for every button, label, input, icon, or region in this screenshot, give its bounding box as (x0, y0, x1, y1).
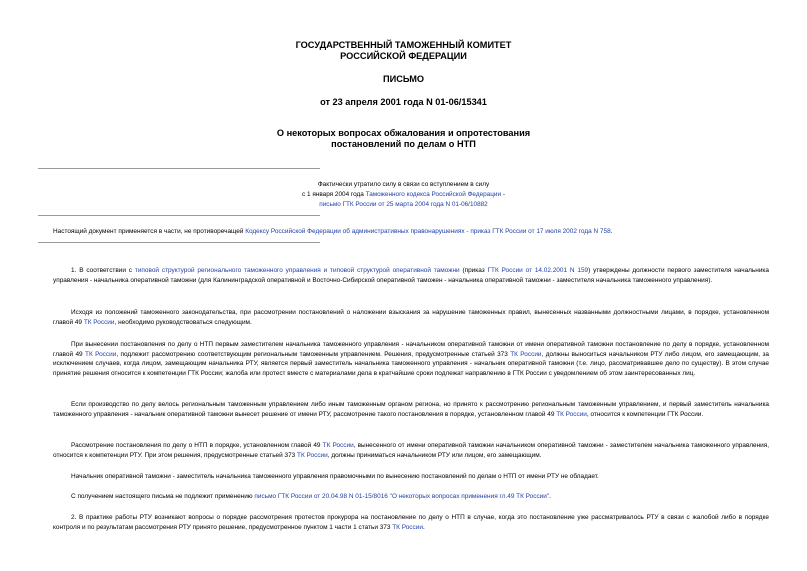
status-note-line2: с 1 января 2004 года Таможенного кодекса Российской Федерации - (302, 191, 505, 198)
letter-1998-link[interactable]: письмо ГТК России от 20.04.98 N 01-15/8016 "О некоторых вопросах применения гл.49 ТК России" (254, 493, 550, 500)
document-title-line2: постановлений по делам о НТП (331, 139, 476, 149)
tk-russia-link[interactable]: ТК России (510, 350, 542, 358)
document-type: ПИСЬМО (382, 74, 425, 84)
tk-russia-link[interactable]: ТК России (556, 410, 587, 418)
paragraph-7: С получением настоящего письма не подлежит применению письмо ГТК России от 20.04.98 N 01-15/8016 "О некоторых вопросах применения гл.49 ТК России". (71, 493, 551, 500)
paragraph-6: Начальник оперативной таможни - заместитель начальника таможенного управления правомочными по вынесению постановлений по делам о НТП от имени РТУ не обладает. (71, 473, 599, 480)
document-title-line1: О некоторых вопросах обжалования и опротестования (276, 128, 531, 138)
paragraph-5: Рассмотрение постановления по делу о НТП в порядке, установленном главой 49 ТК России, вынесенного от имени оперативной таможни начальником оперативной таможни - заместителем начальника таможенного управления, относится к компетенции РТУ. При этом решения, предусмотренные статьей 373 ТК России, должны приниматься начальником РТУ или лицом, его замещающим. (53, 442, 769, 459)
tk-russia-link[interactable]: ТК России (83, 318, 115, 326)
organization-name-line2: РОССИЙСКОЙ ФЕДЕРАЦИИ (340, 51, 467, 61)
separator-rule (38, 215, 320, 216)
status-note-line3 (0, 200, 807, 210)
paragraph-4: Если производство по делу велось региональным таможенным управлением либо иным таможенным органом региона, но принято к рассмотрению региональным таможенным управлением, и первый заместитель начальника таможенного управления - начальник оперативной таможни вынесет решение от имени РТУ, рассмотрение такого постановления в порядке, установленном главой 49 ТК России, относится к компетенции ГТК России. (53, 401, 769, 418)
tk-russia-link[interactable]: ТК России (85, 350, 117, 358)
paragraph-8: 2. В практике работы РТУ возникают вопросы о порядке рассмотрения протестов прокурора на постановление по делу о НТП в случае, когда это постановление уже рассматривалось РТУ в связи с жалобой либо в порядке контроля и по результатам рассмотрения РТУ принято решение, предусмотренное пунктом 1 части 1 статьи 373 ТК России. (53, 514, 769, 531)
paragraph-3: При вынесении постановления по делу о НТП первым заместителем начальника таможенного управления - начальником оперативной таможни от имени оперативной таможни постановление по делу в порядке, установленном главой 49 ТК России, подлежит рассмотрению соответствующим региональным таможенным управлением. Решения, предусмотренные статьей 373 ТК России, должны выноситься начальником РТУ либо лицом, его замещающим, за исключением случаев, когда лицом, замещающим начальника РТУ, является первый заместитель начальника таможенного управления - начальник оперативной таможни (т.е. лицо, рассматривавшее дело по существу). В этом случае принятие решения относится к компетенции ГТК России; жалоба или протест вместе с материалами дела в кратчайшие сроки подлежат направлению в ГТК России с уведомлением об этом заинтересованных лиц. (53, 341, 769, 377)
applicability-note: Настоящий документ применяется в части, не противоречащей Кодексу Российской Федерации об административных правонарушениях - приказ ГТК России от 17 июля 2002 года N 758. (53, 228, 613, 235)
admin-code-link[interactable]: Кодексу Российской Федерации об административных правонарушениях - приказ ГТК России от 17 июля 2002 года N 758 (245, 228, 611, 235)
paragraph-1: 1. В соответствии с типовой структурой регионального таможенного управления и типовой структурой оперативной таможни (приказ ГТК России от 14.02.2001 N 159) утверждены должности первого заместителя начальника управления - начальника оперативной таможни (для Калининградской оперативной и Восточно-Сибирской оперативной таможен - начальника оперативной таможни - заместителя начальника таможенного управления). (53, 267, 769, 284)
separator-rule (38, 242, 320, 243)
paragraph-2: Исходя из положений таможенного законодательства, при рассмотрении постановлений о наложении взыскания за нарушение таможенных правил, вынесенных названными должностными лицами, в порядке, установленном главой 49 ТК России, необходимо руководствоваться следующим. (53, 309, 769, 326)
tk-russia-link[interactable]: ТК России (322, 442, 354, 449)
document-date-number: от 23 апреля 2001 года N 01-06/15341 (320, 97, 487, 107)
typical-structure-link[interactable]: типовой структурой регионального таможенного управления и типовой структурой оперативной таможни (134, 267, 460, 274)
gtk-letter-2004-link[interactable]: письмо ГТК России от 25 марта 2004 года N 01-06/10882 (319, 201, 488, 208)
tariff-code-link[interactable]: Таможенного кодекса Российской Федерации (365, 191, 502, 198)
order-159-link[interactable]: ГТК России от 14.02.2001 N 159 (487, 267, 589, 274)
tk-russia-link[interactable]: ТК России (392, 523, 423, 531)
organization-name-line1: ГОСУДАРСТВЕННЫЙ ТАМОЖЕННЫЙ КОМИТЕТ (295, 40, 512, 50)
status-note-line1: Фактически утратило силу в связи со вступлением в силу (317, 181, 490, 188)
separator-rule (38, 168, 320, 169)
tk-russia-link[interactable]: ТК России (297, 451, 328, 459)
